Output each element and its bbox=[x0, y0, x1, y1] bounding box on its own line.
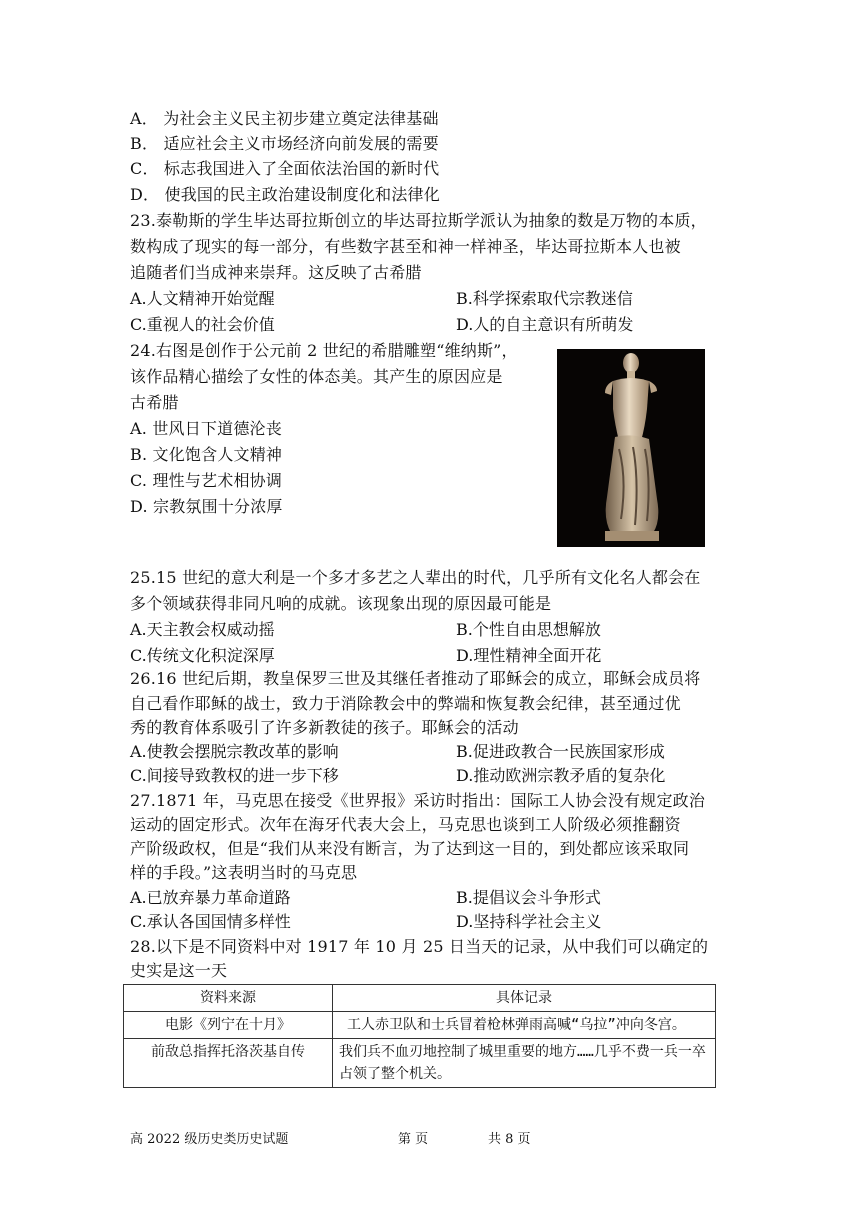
q27-stem-line: 运动的固定形式。次年在海牙代表大会上，马克思也谈到工人阶级必须推翻资 bbox=[130, 815, 681, 834]
q27-option-a: A.已放弃暴力革命道路 bbox=[130, 888, 291, 907]
q23-option-a: A.人文精神开始觉醒 bbox=[130, 289, 275, 308]
venus-statue-image bbox=[557, 349, 705, 547]
table-cell-source: 前敌总指挥托洛茨基自传 bbox=[124, 1039, 333, 1088]
footer-page-total: 共 8 页 bbox=[488, 1132, 531, 1147]
q22-option-c: C． 标志我国进入了全面依法治国的新时代 bbox=[130, 159, 440, 178]
q25-option-c: C.传统文化积淀深厚 bbox=[130, 646, 275, 665]
q26-option-a: A.使教会摆脱宗教改革的影响 bbox=[130, 742, 339, 761]
q27-stem-line: 27.1871 年，马克思在接受《世界报》采访时指出：国际工人协会没有规定政治 bbox=[130, 791, 706, 810]
footer-exam-title: 高 2022 级历史类历史试题 bbox=[130, 1132, 289, 1147]
q26-option-d: D.推动欧洲宗教矛盾的复杂化 bbox=[456, 766, 666, 785]
q24-option-d: D. 宗教氛围十分浓厚 bbox=[130, 497, 283, 516]
q27-option-b: B.提倡议会斗争形式 bbox=[456, 888, 601, 907]
q24-stem-line: 24.右图是创作于公元前 2 世纪的希腊雕塑“维纳斯”， bbox=[130, 341, 518, 360]
q27-stem-line: 样的手段。”这表明当时的马克思 bbox=[130, 863, 358, 882]
q27-stem-line: 产阶级政权，但是“我们从来没有断言，为了达到这一目的，到处都应该采取同 bbox=[130, 839, 690, 858]
table-cell-record: 工人赤卫队和士兵冒着枪林弹雨高喊“乌拉”冲向冬宫。 bbox=[333, 1012, 716, 1039]
table-cell-source: 电影《列宁在十月》 bbox=[124, 1012, 333, 1039]
q28-stem-line: 28.以下是不同资料中对 1917 年 10 月 25 日当天的记录，从中我们可以确定的 bbox=[130, 937, 709, 956]
q25-option-d: D.理性精神全面开花 bbox=[456, 646, 602, 665]
statue-illustration bbox=[557, 349, 705, 547]
q28-source-table bbox=[123, 984, 716, 1088]
q22-option-b: B． 适应社会主义市场经济向前发展的需要 bbox=[130, 134, 439, 153]
footer-page-number: 第 页 bbox=[398, 1132, 429, 1147]
q23-stem-line: 23.泰勒斯的学生毕达哥拉斯创立的毕达哥拉斯学派认为抽象的数是万物的本质， bbox=[130, 211, 707, 230]
q25-stem-line: 25.15 世纪的意大利是一个多才多艺之人辈出的时代，几乎所有文化名人都会在 bbox=[130, 568, 701, 587]
q23-stem-line: 数构成了现实的每一部分，有些数字甚至和神一样神圣，毕达哥拉斯本人也被 bbox=[130, 237, 681, 256]
table-row bbox=[124, 1039, 716, 1088]
q25-option-a: A.天主教会权威动摇 bbox=[130, 620, 275, 639]
q23-option-c: C.重视人的社会价值 bbox=[130, 315, 275, 334]
q25-option-b: B.个性自由思想解放 bbox=[456, 620, 601, 639]
q27-option-c: C.承认各国国情多样性 bbox=[130, 912, 291, 931]
q24-option-b: B. 文化饱含人文精神 bbox=[130, 445, 283, 464]
q27-option-d: D.坚持科学社会主义 bbox=[456, 912, 602, 931]
q24-option-c: C. 理性与艺术相协调 bbox=[130, 471, 283, 490]
q26-stem-line: 秀的教育体系吸引了许多新教徒的孩子。耶稣会的活动 bbox=[130, 718, 519, 737]
q25-stem-line: 多个领域获得非同凡响的成就。该现象出现的原因最可能是 bbox=[130, 594, 552, 613]
q26-option-c: C.间接导致教权的进一步下移 bbox=[130, 766, 339, 785]
q24-option-a: A. 世风日下道德沦丧 bbox=[130, 419, 282, 438]
table-header-row bbox=[124, 985, 716, 1012]
q23-option-d: D.人的自主意识有所萌发 bbox=[456, 315, 634, 334]
q26-stem-line: 26.16 世纪后期，教皇保罗三世及其继任者推动了耶稣会的成立，耶稣会成员将 bbox=[130, 669, 701, 688]
q22-option-d: D． 使我国的民主政治建设制度化和法律化 bbox=[130, 185, 440, 204]
q23-option-b: B.科学探索取代宗教迷信 bbox=[456, 289, 633, 308]
q23-stem-line: 追随者们当成神来崇拜。这反映了古希腊 bbox=[130, 263, 422, 282]
q26-option-b: B.促进政教合一民族国家形成 bbox=[456, 742, 665, 761]
table-cell-record: 我们兵不血刃地控制了城里重要的地方……几乎不费一兵一卒占领了整个机关。 bbox=[333, 1039, 716, 1088]
table-header-record: 具体记录 bbox=[333, 985, 716, 1012]
table-header-source: 资料来源 bbox=[124, 985, 333, 1012]
q28-stem-line: 史实是这一天 bbox=[130, 961, 228, 980]
q24-stem-line: 古希腊 bbox=[130, 393, 179, 412]
q24-stem-line: 该作品精心描绘了女性的体态美。其产生的原因应是 bbox=[130, 367, 503, 386]
q26-stem-line: 自己看作耶稣的战士，致力于消除教会中的弊端和恢复教会纪律，甚至通过优 bbox=[130, 694, 681, 713]
table-row bbox=[124, 1012, 716, 1039]
q22-option-a: A． 为社会主义民主初步建立奠定法律基础 bbox=[130, 109, 439, 128]
